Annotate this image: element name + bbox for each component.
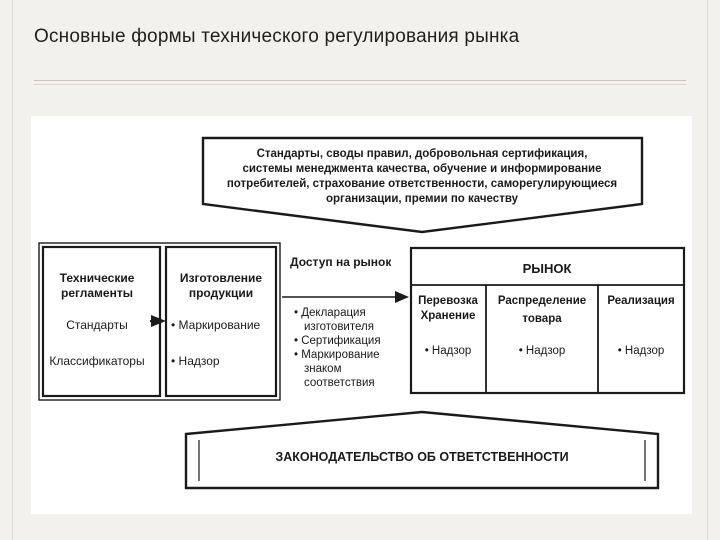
left-box-item-2: регламенты xyxy=(61,286,133,300)
market-access-title: Доступ на рынок xyxy=(290,255,392,269)
diagram-svg xyxy=(31,116,692,514)
market-col-2-title-2: товара xyxy=(522,313,562,325)
market-col-3-title-1: Реализация xyxy=(607,295,675,307)
market-col-2-item: • Надзор xyxy=(518,345,566,357)
frame-edge-left xyxy=(12,0,13,540)
market-access-item-2: изготовителя xyxy=(304,321,374,333)
left-box-item-1: Технические xyxy=(59,271,135,285)
market-col-1-title-2: Хранение xyxy=(420,310,476,322)
title-divider-shadow xyxy=(34,84,686,85)
top-arrow-line-4: организации, премии по качеству xyxy=(325,193,519,205)
market-access-item-1: • Декларация xyxy=(294,307,366,319)
frame-edge-right xyxy=(707,0,708,540)
market-col-3-item: • Надзор xyxy=(617,345,665,357)
diagram-figure xyxy=(31,116,692,514)
market-col-1-title-1: Перевозка xyxy=(418,295,478,307)
market-access-item-6: соответствия xyxy=(304,377,375,389)
production-title-2: продукции xyxy=(188,286,254,300)
top-arrow-line-1: Стандарты, своды правил, добровольная сертификация, xyxy=(256,148,588,160)
market-access-item-5: знаком xyxy=(304,363,342,375)
production-item-1: • Маркирование xyxy=(171,318,261,332)
market-col-2-title-1: Распределение xyxy=(497,295,587,307)
market-col-1-item: • Надзор xyxy=(424,345,472,357)
market-access-item-4: • Маркирование xyxy=(294,349,380,361)
market-access-item-3: • Сертификация xyxy=(294,335,381,347)
left-box-item-3: Стандарты xyxy=(66,318,128,332)
slide-title: Основные формы технического регулирования рынка xyxy=(34,26,520,47)
left-box-item-4: Классификаторы xyxy=(49,354,145,368)
top-arrow-line-3: потребителей, страхование ответственности, саморегулирующиеся xyxy=(226,178,618,190)
arrow-production-to-market-head xyxy=(395,291,409,303)
top-arrow-line-2: системы менеджмента качества, обучение и информирование xyxy=(242,163,602,175)
title-divider xyxy=(34,80,686,81)
production-title-1: Изготовление xyxy=(179,271,263,285)
market-title: РЫНОК xyxy=(522,261,572,276)
production-item-2: • Надзор xyxy=(171,354,220,368)
arrow-left-to-production-head xyxy=(151,315,166,327)
liability-label: ЗАКОНОДАТЕЛЬСТВО ОБ ОТВЕТСТВЕННОСТИ xyxy=(275,450,569,464)
